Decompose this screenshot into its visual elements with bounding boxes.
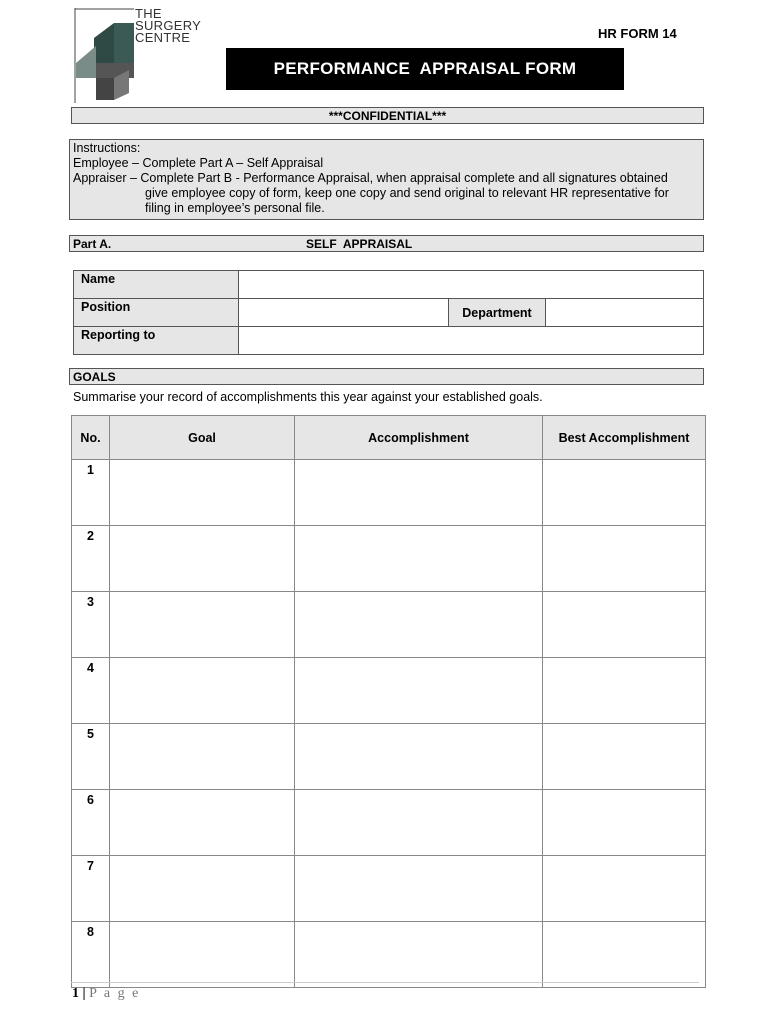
goal-cell[interactable] xyxy=(110,856,295,922)
best-accomplishment-cell[interactable] xyxy=(543,922,706,988)
instructions-employee: Employee – Complete Part A – Self Appraisal xyxy=(73,156,324,170)
accomplishment-cell[interactable] xyxy=(295,526,543,592)
table-row xyxy=(72,922,706,988)
row-number: 8 xyxy=(72,922,110,988)
table-row xyxy=(72,592,706,658)
best-accomplishment-cell[interactable] xyxy=(543,460,706,526)
reporting-to-field[interactable] xyxy=(239,327,704,355)
name-row xyxy=(74,271,704,299)
goal-cell[interactable] xyxy=(110,526,295,592)
accomplishment-cell[interactable] xyxy=(295,460,543,526)
instructions-appraiser: Appraiser – Complete Part B - Performance Appraisal, when appraisal complete and all signatures obtained xyxy=(73,171,668,185)
goal-cell[interactable] xyxy=(110,592,295,658)
goal-cell[interactable] xyxy=(110,790,295,856)
accomplishment-cell[interactable] xyxy=(295,592,543,658)
page-number: 1 xyxy=(72,986,79,1001)
table-row xyxy=(72,790,706,856)
department-label: Department xyxy=(449,299,546,327)
goal-cell[interactable] xyxy=(110,724,295,790)
logo-mark-icon xyxy=(74,8,136,103)
goals-header-row xyxy=(72,416,706,460)
reporting-row xyxy=(74,327,704,355)
name-field[interactable] xyxy=(239,271,704,299)
page-label: P a g e xyxy=(89,986,141,1001)
employee-info-table xyxy=(73,270,704,355)
part-a-label: Part A. xyxy=(73,237,112,251)
instructions-appraiser-cont: filing in employee’s personal file. xyxy=(145,201,325,215)
accomplishment-cell[interactable] xyxy=(295,856,543,922)
row-number: 7 xyxy=(72,856,110,922)
part-a-header xyxy=(69,235,704,252)
logo-text-line: SURGERY xyxy=(135,18,202,33)
footer-divider xyxy=(71,982,699,983)
best-accomplishment-cell[interactable] xyxy=(543,592,706,658)
row-number: 3 xyxy=(72,592,110,658)
company-logo xyxy=(74,8,136,103)
goals-heading: GOALS xyxy=(69,368,704,385)
row-number: 6 xyxy=(72,790,110,856)
accomplishment-cell[interactable] xyxy=(295,790,543,856)
row-number: 2 xyxy=(72,526,110,592)
page-footer xyxy=(72,986,140,1002)
part-a-title: SELF APPRAISAL xyxy=(306,237,413,251)
goals-summary: Summarise your record of accomplishments this year against your established goals. xyxy=(73,390,543,404)
best-accomplishment-cell[interactable] xyxy=(543,724,706,790)
logo-text-line: THE xyxy=(135,6,162,21)
col-header-no: No. xyxy=(72,416,110,460)
logo-text-line: CENTRE xyxy=(135,30,191,45)
table-row xyxy=(72,526,706,592)
table-row xyxy=(72,856,706,922)
table-row xyxy=(72,658,706,724)
page-separator: | xyxy=(82,986,86,1001)
accomplishment-cell[interactable] xyxy=(295,658,543,724)
best-accomplishment-cell[interactable] xyxy=(543,526,706,592)
accomplishment-cell[interactable] xyxy=(295,724,543,790)
page-title-text: PERFORMANCE APPRAISAL FORM xyxy=(273,59,577,78)
col-header-goal: Goal xyxy=(110,416,295,460)
position-field[interactable] xyxy=(239,299,449,327)
instructions-heading: Instructions: xyxy=(73,141,141,155)
col-header-accomplishment: Accomplishment xyxy=(295,416,543,460)
position-label: Position xyxy=(74,299,239,327)
goal-cell[interactable] xyxy=(110,658,295,724)
instructions-box xyxy=(69,139,704,220)
page-title xyxy=(226,48,624,90)
position-row xyxy=(74,299,704,327)
logo-text xyxy=(135,8,201,44)
table-row xyxy=(72,724,706,790)
row-number: 5 xyxy=(72,724,110,790)
goal-cell[interactable] xyxy=(110,460,295,526)
reporting-to-label: Reporting to xyxy=(74,327,239,355)
row-number: 1 xyxy=(72,460,110,526)
col-header-best-accomplishment: Best Accomplishment xyxy=(543,416,706,460)
name-label: Name xyxy=(74,271,239,299)
table-row xyxy=(72,460,706,526)
best-accomplishment-cell[interactable] xyxy=(543,658,706,724)
department-field[interactable] xyxy=(546,299,704,327)
best-accomplishment-cell[interactable] xyxy=(543,856,706,922)
confidential-banner: ***CONFIDENTIAL*** xyxy=(71,107,704,124)
accomplishment-cell[interactable] xyxy=(295,922,543,988)
row-number: 4 xyxy=(72,658,110,724)
instructions-appraiser-cont: give employee copy of form, keep one copy and send original to relevant HR representative for xyxy=(145,186,669,200)
form-code: HR FORM 14 xyxy=(598,26,677,41)
goals-table xyxy=(71,415,706,988)
goal-cell[interactable] xyxy=(110,922,295,988)
best-accomplishment-cell[interactable] xyxy=(543,790,706,856)
